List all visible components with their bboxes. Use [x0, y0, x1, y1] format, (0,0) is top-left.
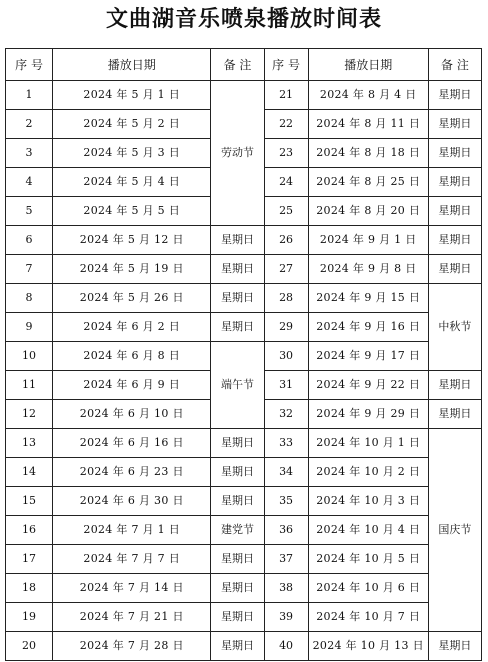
row-number-left: 14: [6, 458, 53, 487]
header-no-left: 序 号: [6, 49, 53, 81]
row-number-left: 8: [6, 284, 53, 313]
play-date-left: 2024 年 5 月 1 日: [53, 81, 211, 110]
note-left: 星期日: [211, 545, 264, 574]
play-date-left: 2024 年 5 月 26 日: [53, 284, 211, 313]
play-date-right: 2024 年 9 月 17 日: [308, 342, 428, 371]
play-date-left: 2024 年 5 月 2 日: [53, 110, 211, 139]
play-date-left: 2024 年 6 月 2 日: [53, 313, 211, 342]
note-right: 星期日: [428, 226, 481, 255]
header-row: [6, 49, 482, 81]
play-date-right: 2024 年 9 月 29 日: [308, 400, 428, 429]
row-number-right: 26: [264, 226, 308, 255]
header-note-left: 备 注: [211, 49, 264, 81]
row-number-left: 13: [6, 429, 53, 458]
table-row: [6, 516, 482, 545]
play-date-left: 2024 年 5 月 19 日: [53, 255, 211, 284]
table-row: [6, 255, 482, 284]
note-right: 星期日: [428, 632, 481, 661]
play-date-right: 2024 年 10 月 5 日: [308, 545, 428, 574]
play-date-left: 2024 年 7 月 28 日: [53, 632, 211, 661]
note-left: 星期日: [211, 429, 264, 458]
row-number-left: 15: [6, 487, 53, 516]
row-number-right: 27: [264, 255, 308, 284]
row-number-right: 28: [264, 284, 308, 313]
play-date-left: 2024 年 5 月 12 日: [53, 226, 211, 255]
row-number-left: 11: [6, 371, 53, 400]
play-date-right: 2024 年 8 月 18 日: [308, 139, 428, 168]
play-date-left: 2024 年 7 月 21 日: [53, 603, 211, 632]
play-date-right: 2024 年 10 月 6 日: [308, 574, 428, 603]
play-date-right: 2024 年 9 月 8 日: [308, 255, 428, 284]
row-number-left: 16: [6, 516, 53, 545]
note-right: 星期日: [428, 255, 481, 284]
row-number-right: 37: [264, 545, 308, 574]
row-number-right: 22: [264, 110, 308, 139]
note-left: 端午节: [211, 342, 264, 429]
play-date-right: 2024 年 9 月 22 日: [308, 371, 428, 400]
table-row: [6, 429, 482, 458]
play-date-right: 2024 年 10 月 7 日: [308, 603, 428, 632]
note-right: 星期日: [428, 139, 481, 168]
play-date-left: 2024 年 6 月 10 日: [53, 400, 211, 429]
play-date-left: 2024 年 5 月 3 日: [53, 139, 211, 168]
note-right: 国庆节: [428, 429, 481, 632]
note-right: 星期日: [428, 168, 481, 197]
row-number-right: 34: [264, 458, 308, 487]
note-left: 星期日: [211, 458, 264, 487]
row-number-left: 9: [6, 313, 53, 342]
table-row: [6, 226, 482, 255]
table-row: [6, 545, 482, 574]
note-left: 星期日: [211, 632, 264, 661]
schedule-body: [6, 81, 482, 661]
play-date-right: 2024 年 8 月 20 日: [308, 197, 428, 226]
note-right: 中秋节: [428, 284, 481, 371]
row-number-left: 3: [6, 139, 53, 168]
note-left: 星期日: [211, 284, 264, 313]
row-number-left: 12: [6, 400, 53, 429]
table-row: [6, 458, 482, 487]
play-date-left: 2024 年 6 月 16 日: [53, 429, 211, 458]
row-number-left: 18: [6, 574, 53, 603]
table-row: [6, 81, 482, 110]
note-right: 星期日: [428, 110, 481, 139]
play-date-left: 2024 年 6 月 30 日: [53, 487, 211, 516]
play-date-left: 2024 年 6 月 23 日: [53, 458, 211, 487]
play-date-right: 2024 年 8 月 25 日: [308, 168, 428, 197]
row-number-right: 33: [264, 429, 308, 458]
note-left: 建党节: [211, 516, 264, 545]
note-left: 星期日: [211, 226, 264, 255]
row-number-right: 25: [264, 197, 308, 226]
play-date-right: 2024 年 9 月 15 日: [308, 284, 428, 313]
row-number-left: 17: [6, 545, 53, 574]
row-number-right: 35: [264, 487, 308, 516]
row-number-right: 32: [264, 400, 308, 429]
header-no-right: 序 号: [264, 49, 308, 81]
play-date-right: 2024 年 8 月 11 日: [308, 110, 428, 139]
row-number-left: 1: [6, 81, 53, 110]
row-number-left: 4: [6, 168, 53, 197]
page-title: 文曲湖音乐喷泉播放时间表: [105, 6, 382, 32]
row-number-right: 21: [264, 81, 308, 110]
play-date-left: 2024 年 7 月 7 日: [53, 545, 211, 574]
play-date-right: 2024 年 10 月 1 日: [308, 429, 428, 458]
play-date-left: 2024 年 7 月 1 日: [53, 516, 211, 545]
table-row: [6, 284, 482, 313]
row-number-left: 5: [6, 197, 53, 226]
note-left: 星期日: [211, 603, 264, 632]
play-date-right: 2024 年 10 月 4 日: [308, 516, 428, 545]
note-left: 星期日: [211, 574, 264, 603]
row-number-right: 38: [264, 574, 308, 603]
row-number-right: 29: [264, 313, 308, 342]
note-right: 星期日: [428, 197, 481, 226]
table-row: [6, 342, 482, 371]
row-number-right: 40: [264, 632, 308, 661]
row-number-left: 20: [6, 632, 53, 661]
row-number-right: 23: [264, 139, 308, 168]
play-date-left: 2024 年 6 月 9 日: [53, 371, 211, 400]
note-left: 劳动节: [211, 81, 264, 226]
table-row: [6, 574, 482, 603]
play-date-right: 2024 年 10 月 3 日: [308, 487, 428, 516]
header-note-right: 备 注: [428, 49, 481, 81]
row-number-left: 10: [6, 342, 53, 371]
table-row: [6, 603, 482, 632]
note-left: 星期日: [211, 313, 264, 342]
row-number-left: 19: [6, 603, 53, 632]
row-number-right: 31: [264, 371, 308, 400]
note-right: 星期日: [428, 400, 481, 429]
row-number-right: 30: [264, 342, 308, 371]
row-number-left: 6: [6, 226, 53, 255]
play-date-left: 2024 年 5 月 5 日: [53, 197, 211, 226]
row-number-right: 39: [264, 603, 308, 632]
play-date-right: 2024 年 10 月 13 日: [308, 632, 428, 661]
note-left: 星期日: [211, 487, 264, 516]
play-date-right: 2024 年 9 月 16 日: [308, 313, 428, 342]
note-right: 星期日: [428, 81, 481, 110]
play-date-left: 2024 年 6 月 8 日: [53, 342, 211, 371]
row-number-left: 7: [6, 255, 53, 284]
row-number-left: 2: [6, 110, 53, 139]
play-date-right: 2024 年 10 月 2 日: [308, 458, 428, 487]
table-row: [6, 313, 482, 342]
row-number-right: 24: [264, 168, 308, 197]
row-number-right: 36: [264, 516, 308, 545]
table-row: [6, 487, 482, 516]
note-left: 星期日: [211, 255, 264, 284]
play-date-right: 2024 年 8 月 4 日: [308, 81, 428, 110]
table-row: [6, 632, 482, 661]
header-date-right: 播放日期: [308, 49, 428, 81]
note-right: 星期日: [428, 371, 481, 400]
play-date-right: 2024 年 9 月 1 日: [308, 226, 428, 255]
play-date-left: 2024 年 5 月 4 日: [53, 168, 211, 197]
header-date-left: 播放日期: [53, 49, 211, 81]
schedule-table: [5, 48, 482, 661]
play-date-left: 2024 年 7 月 14 日: [53, 574, 211, 603]
